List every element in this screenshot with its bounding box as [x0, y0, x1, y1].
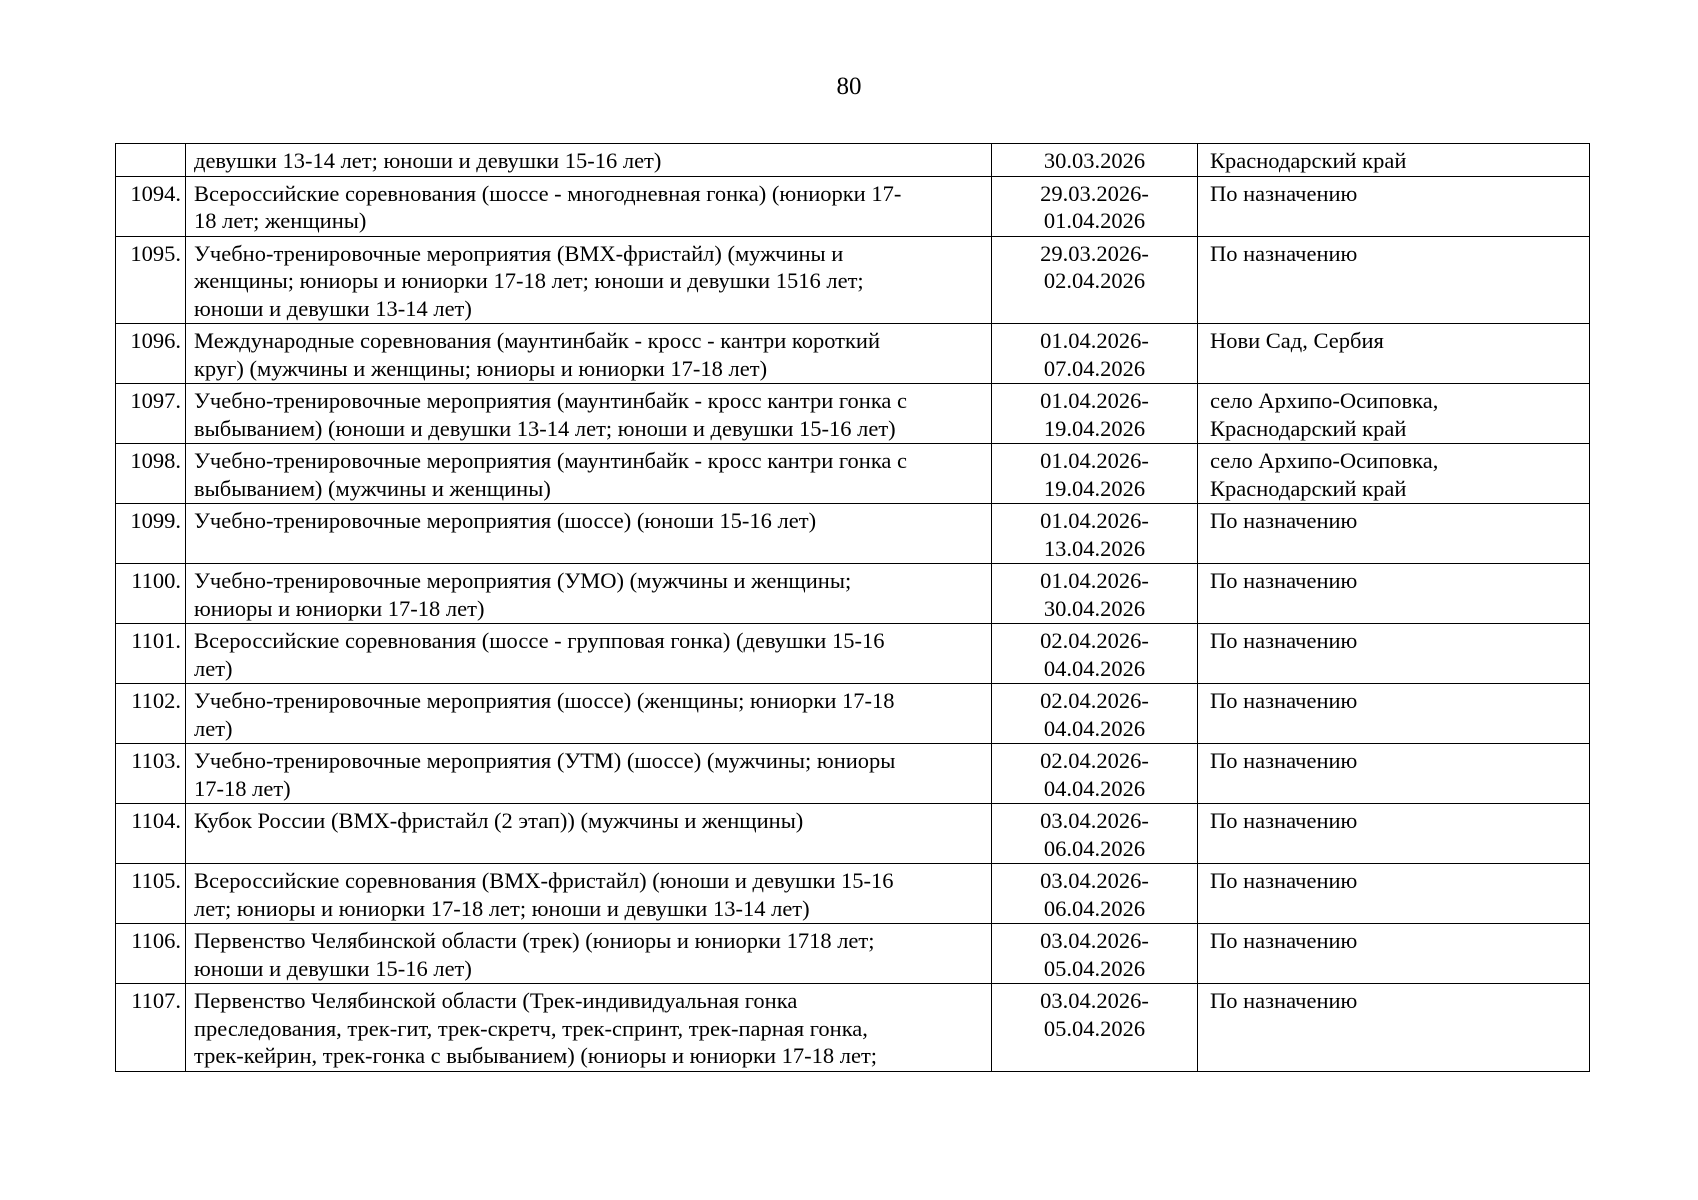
event-date-line: 29.03.2026- — [1040, 180, 1149, 206]
event-place-line: По назначению — [1210, 928, 1358, 953]
event-name-line: Учебно-тренировочные мероприятия (маунтинбайк - кросс кантри гонка с — [194, 388, 908, 413]
event-date-line: 02.04.2026- — [1040, 748, 1149, 773]
row-number-cell: 1104. — [116, 804, 186, 864]
event-place-cell — [1198, 684, 1590, 744]
event-place-line: По назначению — [1210, 868, 1358, 893]
row-number-cell: 1102. — [116, 684, 186, 744]
event-name-line: Международные соревнования (маунтинбайк - кросс - кантри короткий — [194, 328, 881, 353]
table-row — [116, 504, 1590, 564]
event-name-line: женщины; юниоры и юниорки 17-18 лет; юноши и девушки 1516 лет; — [194, 268, 864, 293]
event-date-line: 19.04.2026 — [1043, 415, 1146, 441]
event-name-line: Учебно-тренировочные мероприятия (УМО) (мужчины и женщины; — [194, 568, 852, 593]
event-name-line: Учебно-тренировочные мероприятия (шоссе) (юноши 15-16 лет) — [194, 508, 817, 533]
event-date-line: 05.04.2026 — [1043, 955, 1146, 981]
event-place-line: По назначению — [1210, 240, 1358, 266]
event-place-line: Краснодарский край — [1210, 148, 1407, 173]
event-name-cell — [186, 236, 992, 324]
event-place-line: село Архипо-Осиповка, — [1210, 448, 1439, 473]
event-name-line: Учебно-тренировочные мероприятия (шоссе) (женщины; юниорки 17-18 — [194, 688, 895, 713]
event-date-line: 02.04.2026 — [1043, 268, 1146, 293]
event-date-line: 03.04.2026- — [1040, 868, 1149, 893]
event-date-cell — [992, 176, 1198, 236]
event-name-line: лет) — [194, 715, 233, 741]
table-row — [116, 236, 1590, 324]
event-name-cell — [186, 744, 992, 804]
event-place-cell — [1198, 624, 1590, 684]
table-row — [116, 624, 1590, 684]
row-number-cell: 1105. — [116, 864, 186, 924]
event-place-cell — [1198, 504, 1590, 564]
events-table — [115, 143, 1590, 1072]
event-date-line: 04.04.2026 — [1043, 655, 1146, 681]
event-place-cell — [1198, 324, 1590, 384]
event-date-line: 29.03.2026- — [1040, 240, 1149, 266]
event-date-line: 30.04.2026 — [1043, 595, 1146, 621]
row-number-cell: 1103. — [116, 744, 186, 804]
event-place-cell — [1198, 384, 1590, 444]
event-date-line: 06.04.2026 — [1043, 835, 1146, 861]
event-date-cell — [992, 924, 1198, 984]
table-row — [116, 924, 1590, 984]
event-name-cell — [186, 444, 992, 504]
table-row — [116, 444, 1590, 504]
event-place-cell — [1198, 804, 1590, 864]
event-date-cell — [992, 444, 1198, 504]
event-date-cell — [992, 144, 1198, 177]
event-place-cell — [1198, 864, 1590, 924]
event-place-line: Краснодарский край — [1210, 415, 1407, 441]
event-date-line: 02.04.2026- — [1040, 628, 1149, 653]
event-date-cell — [992, 564, 1198, 624]
event-name-cell — [186, 684, 992, 744]
event-place-line: По назначению — [1210, 508, 1358, 533]
event-place-line: По назначению — [1210, 988, 1358, 1013]
table-row — [116, 564, 1590, 624]
event-name-line: трек-кейрин, трек-гонка с выбыванием) (юниоры и юниорки 17-18 лет; — [194, 1043, 878, 1068]
event-name-line: Первенство Челябинской области (трек) (юниоры и юниорки 1718 лет; — [194, 928, 875, 953]
event-name-cell — [186, 564, 992, 624]
row-number-cell: 1094. — [116, 176, 186, 236]
event-place-line: По назначению — [1210, 628, 1358, 653]
event-name-line: Первенство Челябинской области (Трек-индивидуальная гонка — [194, 988, 798, 1013]
event-place-cell — [1198, 176, 1590, 236]
event-name-line: юниоры и юниорки 17-18 лет) — [194, 595, 485, 621]
event-date-line: 03.04.2026- — [1040, 988, 1149, 1013]
event-place-cell — [1198, 236, 1590, 324]
event-name-line: выбыванием) (мужчины и женщины) — [194, 475, 551, 501]
event-name-cell — [186, 324, 992, 384]
event-name-cell — [186, 924, 992, 984]
event-date-line: 01.04.2026- — [1040, 508, 1149, 533]
event-date-line: 01.04.2026- — [1040, 568, 1149, 593]
event-name-cell — [186, 504, 992, 564]
event-name-line: Всероссийские соревнования (ВМХ-фристайл) (юноши и девушки 15-16 — [194, 868, 894, 893]
event-date-cell — [992, 804, 1198, 864]
event-name-line: 17-18 лет) — [194, 775, 291, 801]
event-place-line: село Архипо-Осиповка, — [1210, 388, 1439, 413]
event-name-line: 18 лет; женщины) — [194, 208, 367, 233]
event-place-line: Нови Сад, Сербия — [1210, 328, 1384, 353]
row-number-cell — [116, 144, 186, 177]
event-date-line: 04.04.2026 — [1043, 715, 1146, 741]
row-number-cell: 1100. — [116, 564, 186, 624]
event-date-line: 01.04.2026- — [1040, 448, 1149, 473]
event-date-cell — [992, 384, 1198, 444]
event-place-cell — [1198, 144, 1590, 177]
event-name-line: круг) (мужчины и женщины; юниоры и юниорки 17-18 лет) — [194, 355, 768, 381]
event-date-line: 01.04.2026- — [1040, 328, 1149, 353]
table-row — [116, 384, 1590, 444]
event-place-line: По назначению — [1210, 568, 1358, 593]
table-row — [116, 804, 1590, 864]
event-name-cell — [186, 624, 992, 684]
event-date-line: 02.04.2026- — [1040, 688, 1149, 713]
event-name-cell — [186, 984, 992, 1072]
table-row — [116, 984, 1590, 1072]
event-date-cell — [992, 236, 1198, 324]
event-name-cell — [186, 804, 992, 864]
event-date-cell — [992, 744, 1198, 804]
row-number-cell: 1096. — [116, 324, 186, 384]
event-name-line: Всероссийские соревнования (шоссе - групповая гонка) (девушки 15-16 — [194, 628, 885, 653]
event-place-line: По назначению — [1210, 748, 1358, 773]
event-place-line: По назначению — [1210, 180, 1358, 206]
event-date-cell — [992, 324, 1198, 384]
event-name-line: Всероссийские соревнования (шоссе - многодневная гонка) (юниорки 17- — [194, 180, 902, 206]
table-row — [116, 744, 1590, 804]
event-name-line: Учебно-тренировочные мероприятия (маунтинбайк - кросс кантри гонка с — [194, 448, 908, 473]
table-row — [116, 684, 1590, 744]
event-name-cell — [186, 176, 992, 236]
event-name-line: Кубок России (ВМХ-фристайл (2 этап)) (мужчины и женщины) — [194, 808, 804, 833]
event-date-cell — [992, 624, 1198, 684]
event-date-line: 01.04.2026 — [1043, 208, 1146, 233]
row-number-cell: 1097. — [116, 384, 186, 444]
row-number-cell: 1098. — [116, 444, 186, 504]
event-place-cell — [1198, 744, 1590, 804]
event-date-line: 03.04.2026- — [1040, 808, 1149, 833]
event-name-cell — [186, 384, 992, 444]
event-name-line: Учебно-тренировочные мероприятия (ВМХ-фристайл) (мужчины и — [194, 240, 844, 266]
row-number-cell: 1101. — [116, 624, 186, 684]
event-date-line: 30.03.2026 — [1043, 148, 1146, 173]
event-date-cell — [992, 864, 1198, 924]
event-place-line: По назначению — [1210, 688, 1358, 713]
event-name-line: лет; юниоры и юниорки 17-18 лет; юноши и девушки 13-14 лет) — [194, 895, 810, 921]
event-date-line: 07.04.2026 — [1043, 355, 1146, 381]
event-date-line: 01.04.2026- — [1040, 388, 1149, 413]
event-name-cell — [186, 864, 992, 924]
event-name-line: лет) — [194, 655, 233, 681]
event-place-line: По назначению — [1210, 808, 1358, 833]
event-date-cell — [992, 984, 1198, 1072]
event-place-cell — [1198, 444, 1590, 504]
row-number-cell: 1095. — [116, 236, 186, 324]
table-row — [116, 324, 1590, 384]
row-number-cell: 1106. — [116, 924, 186, 984]
row-number-cell: 1099. — [116, 504, 186, 564]
event-name-line: преследования, трек-гит, трек-скретч, трек-спринт, трек-парная гонка, — [194, 1015, 868, 1041]
event-date-line: 04.04.2026 — [1043, 775, 1146, 801]
event-place-cell — [1198, 924, 1590, 984]
event-name-line: юноши и девушки 13-14 лет) — [194, 295, 472, 321]
row-number-cell: 1107. — [116, 984, 186, 1072]
event-place-cell — [1198, 984, 1590, 1072]
event-name-line: юноши и девушки 15-16 лет) — [194, 955, 472, 981]
event-date-cell — [992, 504, 1198, 564]
table-row — [116, 864, 1590, 924]
event-name-line: выбыванием) (юноши и девушки 13-14 лет; юноши и девушки 15-16 лет) — [194, 415, 896, 441]
event-name-line: девушки 13-14 лет; юноши и девушки 15-16 лет) — [194, 148, 662, 173]
event-place-line: Краснодарский край — [1210, 475, 1407, 501]
event-date-line: 13.04.2026 — [1043, 535, 1146, 561]
event-name-line: Учебно-тренировочные мероприятия (УТМ) (шоссе) (мужчины; юниоры — [194, 748, 896, 773]
page-number: 80 — [836, 73, 862, 100]
event-date-line: 06.04.2026 — [1043, 895, 1146, 921]
table-row — [116, 144, 1590, 177]
events-table-body — [116, 144, 1590, 1072]
event-date-line: 19.04.2026 — [1043, 475, 1146, 501]
event-name-cell — [186, 144, 992, 177]
table-row — [116, 176, 1590, 236]
event-place-cell — [1198, 564, 1590, 624]
event-date-cell — [992, 684, 1198, 744]
event-date-line: 05.04.2026 — [1043, 1015, 1146, 1041]
event-date-line: 03.04.2026- — [1040, 928, 1149, 953]
